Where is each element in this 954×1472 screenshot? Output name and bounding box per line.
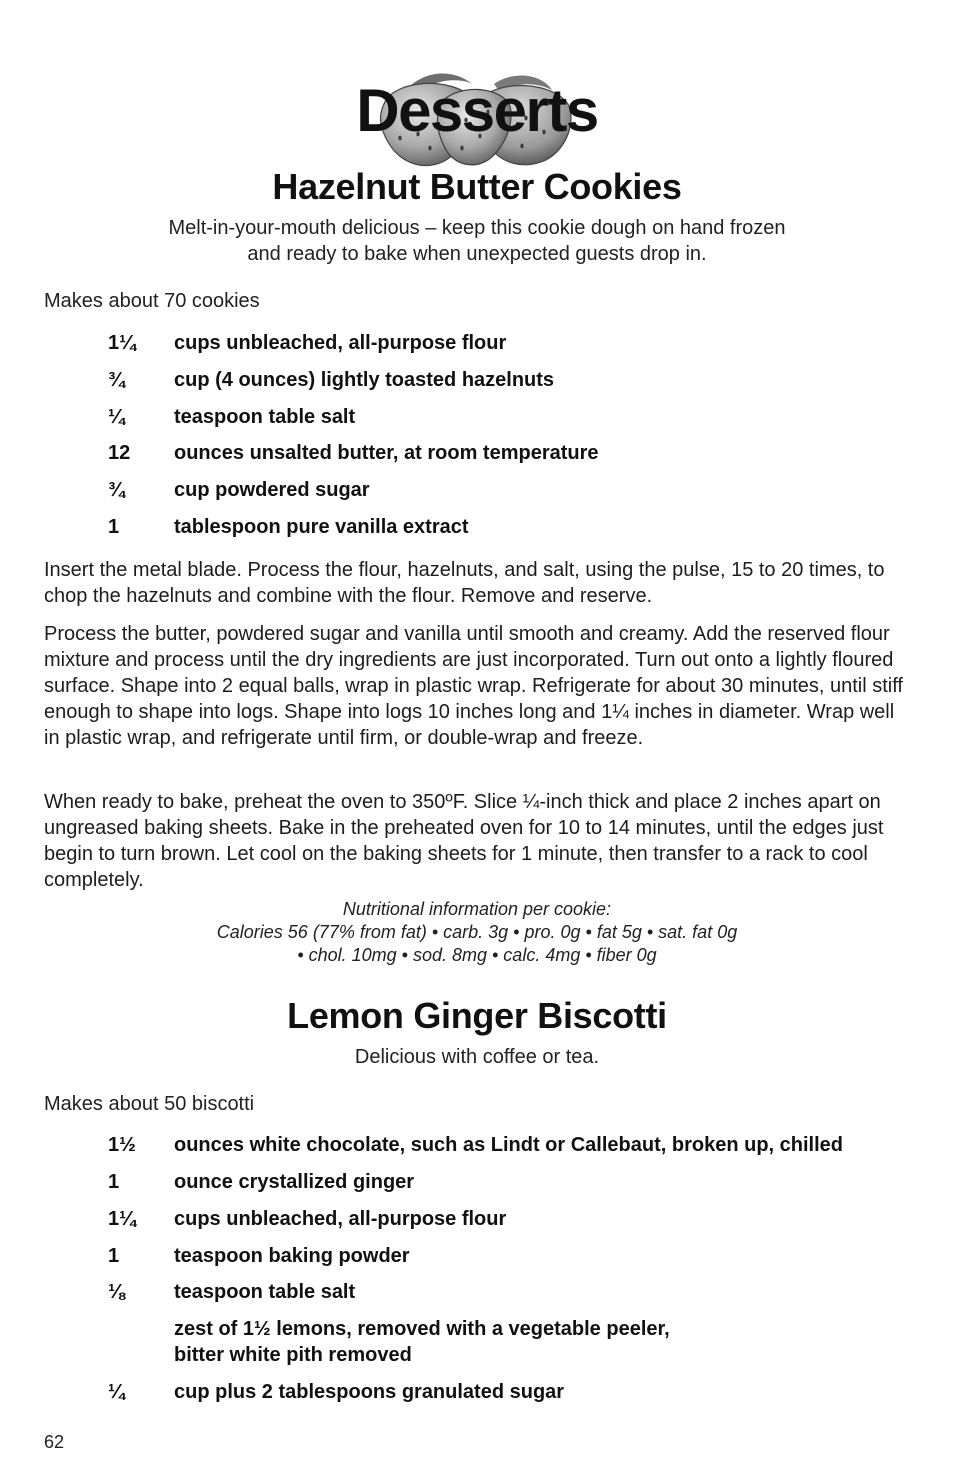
nutrition-line: • chol. 10mg • sod. 8mg • calc. 4mg • fiber 0g bbox=[297, 945, 657, 965]
page-number: 62 bbox=[44, 1432, 65, 1452]
ingredient-quantity: ¼ bbox=[108, 1381, 125, 1403]
ingredient-description: cup (4 ounces) lightly toasted hazelnuts bbox=[174, 369, 555, 391]
recipe-intro bbox=[0, 1044, 954, 1070]
ingredient-quantity: 1½ bbox=[108, 1134, 136, 1156]
ingredient-quantity: ¾ bbox=[108, 369, 125, 391]
ingredient-quantity: 1 bbox=[108, 516, 120, 538]
recipe-title: Hazelnut Butter Cookies bbox=[272, 166, 682, 207]
ingredient-description: cups unbleached, all-purpose flour bbox=[174, 1208, 507, 1230]
ingredient-description: cup powdered sugar bbox=[174, 479, 370, 501]
ingredient-quantity: ¾ bbox=[108, 479, 125, 501]
section-title: Desserts bbox=[356, 77, 598, 144]
ingredient-quantity: ¼ bbox=[108, 406, 125, 428]
instruction-step: When ready to bake, preheat the oven to 350ºF. Slice ¼-inch thick and place 2 inches apart on ungreased baking sheets. Bake in the preheated oven for 10 to 14 minutes, until the edges just begin to turn brown. Let cool on the baking sheets for 1 minute, then transfer to a rack to cool completely. bbox=[44, 791, 884, 891]
intro-line: and ready to bake when unexpected guests drop in. bbox=[247, 243, 707, 265]
ingredient-description: teaspoon table salt bbox=[174, 406, 356, 428]
ingredient-quantity: 12 bbox=[108, 442, 131, 464]
nutrition-heading: Nutritional information per cookie: bbox=[342, 899, 612, 919]
ingredient-quantity: 1¼ bbox=[108, 332, 136, 354]
ingredient-description: zest of 1½ lemons, removed with a vegetable peeler, bitter white pith removed bbox=[174, 1318, 670, 1366]
ingredient-description: cups unbleached, all-purpose flour bbox=[174, 332, 507, 354]
recipe-yield: Makes about 70 cookies bbox=[44, 290, 260, 312]
intro-line: Melt-in-your-mouth delicious – keep this cookie dough on hand frozen bbox=[168, 217, 786, 239]
ingredient-quantity: 1 bbox=[108, 1245, 120, 1267]
instruction-step: Insert the metal blade. Process the flour, hazelnuts, and salt, using the pulse, 15 to 20 times, to chop the hazelnuts and combine with the flour. Remove and reserve. bbox=[44, 559, 885, 607]
recipe-intro bbox=[0, 215, 954, 267]
ingredient-description: ounces white chocolate, such as Lindt or Callebaut, broken up, chilled bbox=[174, 1134, 844, 1156]
nutrition-line: Calories 56 (77% from fat) • carb. 3g • pro. 0g • fat 5g • sat. fat 0g bbox=[216, 922, 738, 942]
recipe-title: Lemon Ginger Biscotti bbox=[287, 995, 667, 1036]
instruction-step: Process the butter, powdered sugar and vanilla until smooth and creamy. Add the reserved flour mixture and process until the dry ingredients are just incorporated. Turn out onto a lightly floured surface. Shape into 2 equal balls, wrap in plastic wrap. Refrigerate for about 30 minutes, until stiff enough to shape into logs. Shape into logs 10 inches long and 1¼ inches in diameter. Wrap well in plastic wrap, and refrigerate until firm, or double-wrap and freeze. bbox=[44, 623, 903, 749]
nutrition-info bbox=[0, 898, 954, 967]
ingredient-description: cup plus 2 tablespoons granulated sugar bbox=[174, 1381, 565, 1403]
ingredient-quantity: 1¼ bbox=[108, 1208, 136, 1230]
ingredient-description: teaspoon table salt bbox=[174, 1281, 356, 1303]
recipe-yield: Makes about 50 biscotti bbox=[44, 1093, 255, 1115]
ingredient-quantity: 1 bbox=[108, 1171, 120, 1193]
section-header bbox=[0, 62, 954, 172]
ingredient-description: ounce crystallized ginger bbox=[174, 1171, 415, 1193]
intro-line: Delicious with coffee or tea. bbox=[354, 1046, 600, 1068]
ingredient-quantity: ⅛ bbox=[108, 1281, 125, 1303]
ingredient-description: tablespoon pure vanilla extract bbox=[174, 516, 469, 538]
ingredient-description: ounces unsalted butter, at room temperature bbox=[174, 442, 599, 464]
ingredient-description: teaspoon baking powder bbox=[174, 1245, 410, 1267]
